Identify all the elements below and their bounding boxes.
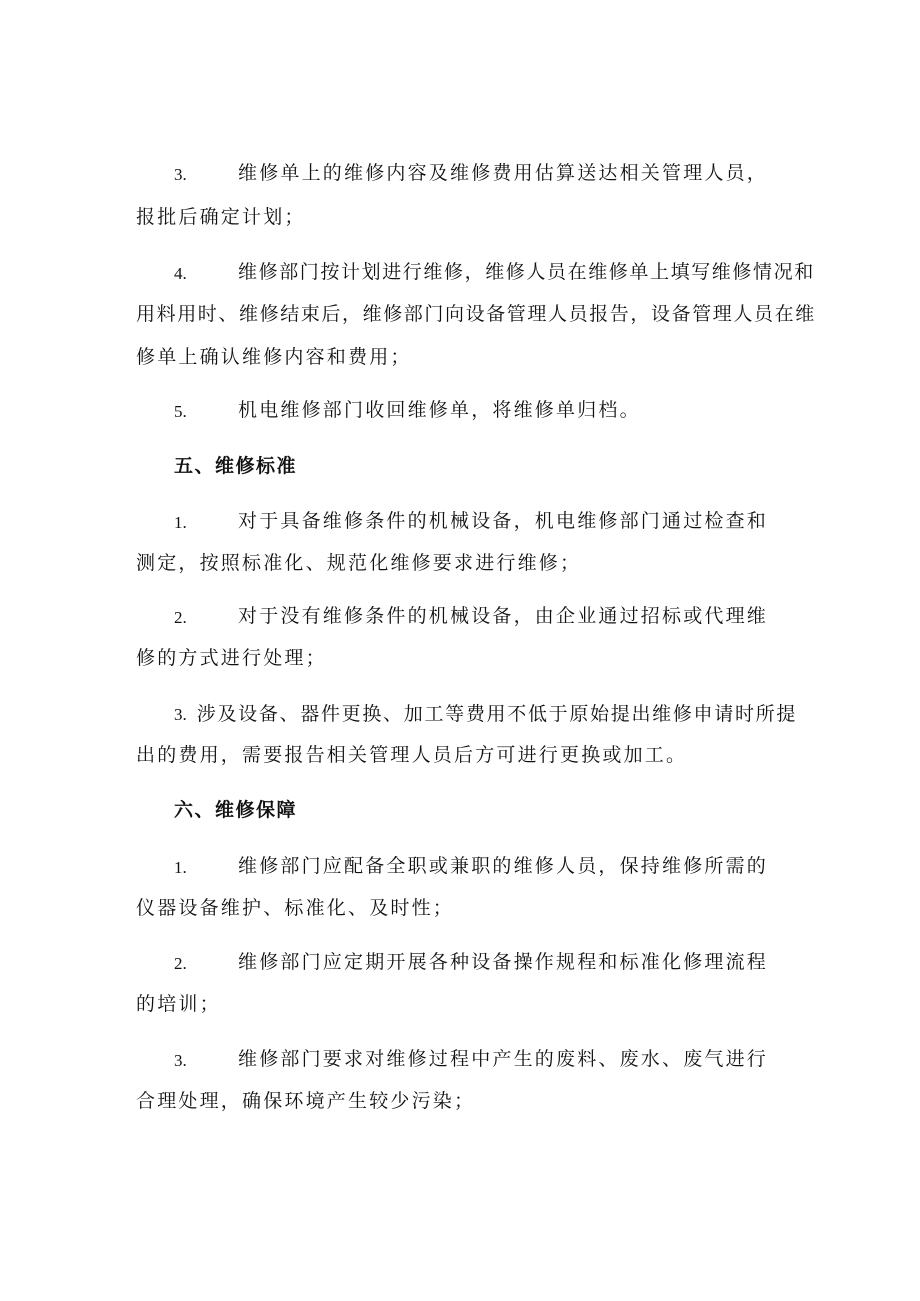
- item-number: 4.: [174, 264, 187, 283]
- item-text-line: 对于没有维修条件的机械设备，由企业通过招标或代理维: [238, 605, 769, 627]
- item-text-line: 出的费用，需要报告相关管理人员后方可进行更换或加工。: [136, 744, 688, 766]
- item-text-line: 对于具备维修条件的机械设备，机电维修部门通过检查和: [238, 510, 769, 532]
- item-number: 2.: [174, 954, 187, 973]
- item-text-line: 维修单上的维修内容及维修费用估算送达相关管理人员，: [238, 162, 769, 184]
- item-text-line: 报批后确定计划；: [136, 206, 306, 228]
- item-text-line: 的培训；: [136, 993, 221, 1015]
- item-text-line: 机电维修部门收回维修单，将维修单归档。: [238, 399, 641, 421]
- item-text-line: 维修部门要求对维修过程中产生的废料、废水、废气进行: [238, 1048, 769, 1070]
- item-text-line: 修的方式进行处理；: [136, 647, 327, 669]
- item-number: 3.: [174, 705, 187, 724]
- item-number: 3.: [174, 1051, 187, 1070]
- item-text-line: [174, 702, 797, 727]
- item-text-line: 合理处理，确保环境产生较少污染；: [136, 1090, 476, 1112]
- item-number: 3.: [174, 165, 187, 184]
- item-text-line: 测定，按照标准化、规范化维修要求进行维修；: [136, 552, 582, 574]
- item-text: 涉及设备、器件更换、加工等费用不低于原始提出维修申请时所提: [196, 703, 798, 725]
- section-heading: 六、维修保障: [174, 799, 298, 821]
- item-number: 1.: [174, 858, 187, 877]
- item-text-line: 修单上确认维修内容和费用；: [136, 346, 412, 368]
- section-heading: 五、维修标准: [174, 455, 298, 477]
- item-text-line: 维修部门应配备全职或兼职的维修人员，保持维修所需的: [238, 855, 769, 877]
- item-text-line: 用料用时、维修结束后，维修部门向设备管理人员报告，设备管理人员在维: [136, 303, 816, 325]
- item-text-line: 仪器设备维护、标准化、及时性；: [136, 897, 455, 919]
- item-number: 1.: [174, 513, 187, 532]
- item-text-line: 维修部门按计划进行维修，维修人员在维修单上填写维修情况和: [238, 261, 815, 283]
- item-number: 2.: [174, 608, 187, 627]
- item-text-line: 维修部门应定期开展各种设备操作规程和标准化修理流程: [238, 951, 769, 973]
- item-number: 5.: [174, 402, 187, 421]
